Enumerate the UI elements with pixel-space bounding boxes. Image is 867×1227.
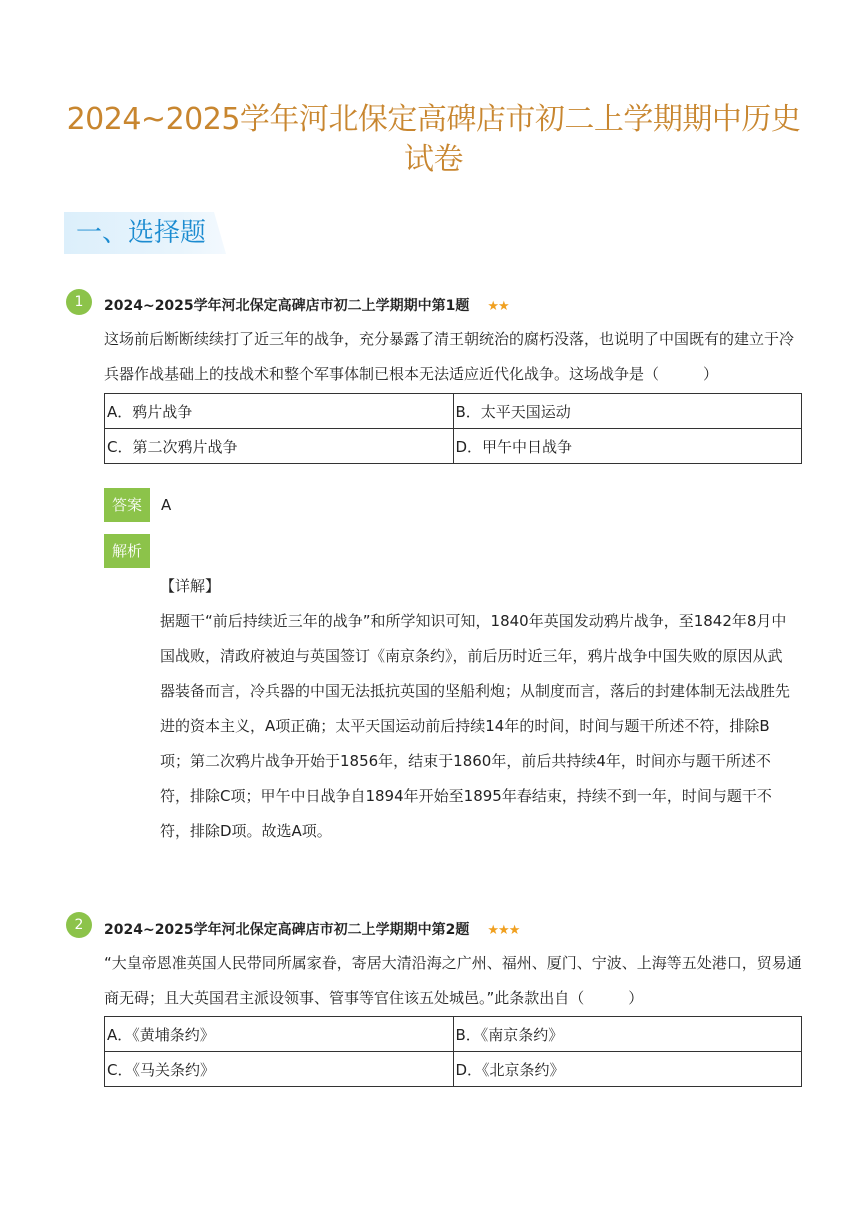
analysis-tag: 解析	[104, 534, 150, 568]
question-number-badge: 1	[66, 289, 92, 315]
option-a: A．《黄埔条约》	[105, 1017, 454, 1052]
option-a: A．鸦片战争	[105, 394, 454, 429]
question-stem-end: ）	[703, 365, 719, 383]
question-stem	[104, 946, 804, 1016]
answer-value: A	[161, 496, 172, 514]
analysis-content	[160, 569, 792, 849]
page-title: 2024~2025学年河北保定高碑店市初二上学期期中历史试卷	[66, 102, 801, 177]
question-stem	[104, 322, 804, 392]
difficulty-stars: ★★★	[487, 923, 520, 938]
detail-heading: 【详解】	[160, 577, 221, 595]
question-heading-text: 2024~2025学年河北保定高碑店市初二上学期期中第2题	[104, 922, 470, 938]
question-heading-text: 2024~2025学年河北保定高碑店市初二上学期期中第1题	[104, 298, 470, 314]
option-b: B．太平天国运动	[453, 394, 802, 429]
difficulty-stars: ★★	[487, 299, 509, 314]
detail-text: 据题干“前后持续近三年的战争”和所学知识可知，1840年英国发动鸦片战争，至1842年8月中国战败，清政府被迫与英国签订《南京条约》，前后历时近三年，鸦片战争中国失败的原因从武器装备而言，冷兵器的中国无法抵抗英国的坚船利炮；从制度而言，落后的封建体制无法战胜先进的资本主义，A项正确；太平天国运动前后持续14年的时间，时间与题干所述不符，排除B项；第二次鸦片战争开始于1856年，结束于1860年，前后共持续4年，时间亦与题干所述不符，排除C项；甲午中日战争自1894年开始至1895年春结束，持续不到一年，时间与题干不符，排除D项。故选A项。	[160, 612, 791, 840]
question-stem-text: “大皇帝恩准英国人民带同所属家眷，寄居大清沿海之广州、福州、厦门、宁波、上海等五处港口，贸易通商无碍；且大英国君主派设领事、管事等官住该五处城邑。”此条款出自（	[104, 954, 802, 1007]
option-d: D．甲午中日战争	[453, 429, 802, 464]
answer-tag: 答案	[104, 488, 150, 522]
question-heading	[104, 919, 519, 939]
option-c: C．《马关条约》	[105, 1052, 454, 1087]
options-table	[104, 393, 802, 464]
options-table	[104, 1016, 802, 1087]
section-label: 一、选择题	[76, 218, 207, 248]
option-d: D．《北京条约》	[453, 1052, 802, 1087]
question-heading	[104, 295, 509, 315]
question-stem-text: 这场前后断断续续打了近三年的战争，充分暴露了清王朝统治的腐朽没落，也说明了中国既有的建立于冷兵器作战基础上的技战术和整个军事体制已根本无法适应近代化战争。这场战争是（	[104, 330, 795, 383]
section-header	[64, 212, 226, 254]
option-b: B．《南京条约》	[453, 1017, 802, 1052]
option-c: C．第二次鸦片战争	[105, 429, 454, 464]
question-stem-end: ）	[628, 989, 644, 1007]
question-number-badge: 2	[66, 912, 92, 938]
